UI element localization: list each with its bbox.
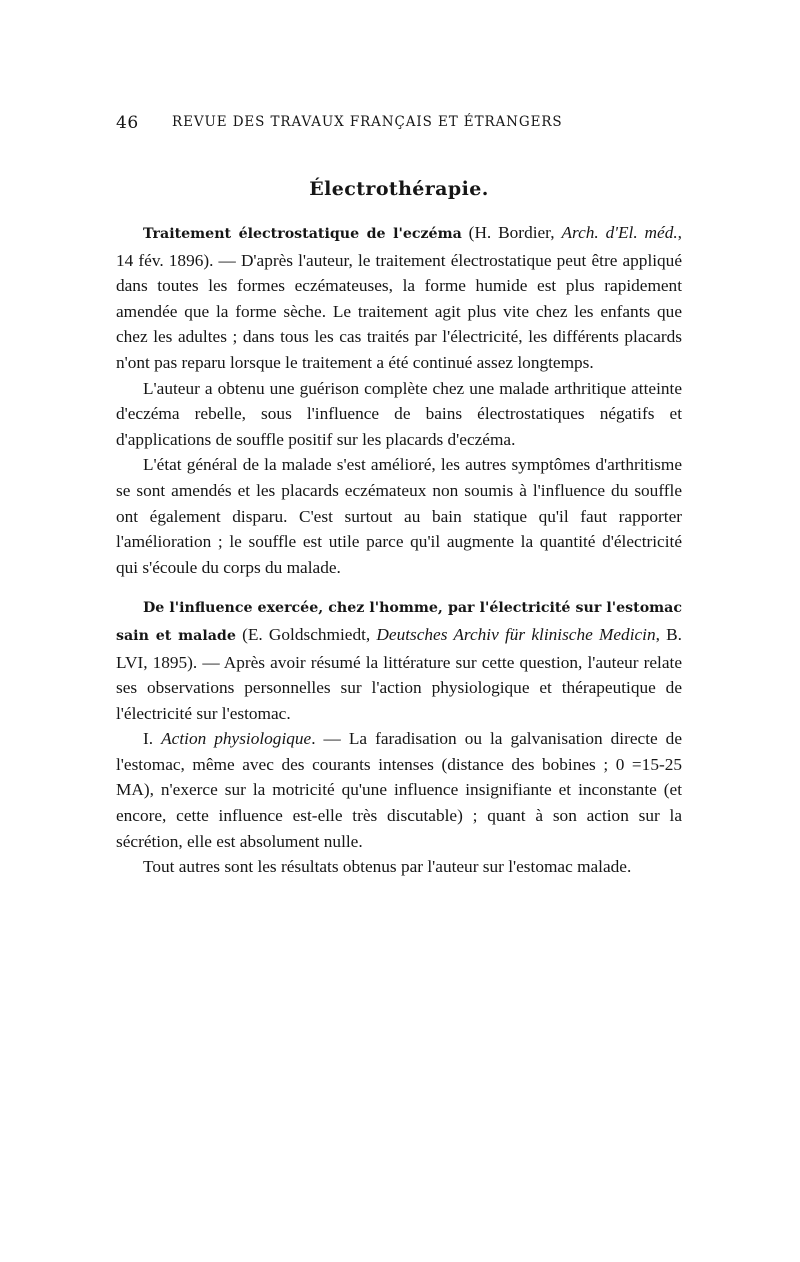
article2-para2-lead: I. xyxy=(143,729,162,749)
article2-ref-close: , B. LVI, 1895). — Après avoir résumé la littérature sur cette question, l'auteur relate ses observations personnelles sur l'action physiologique et thérapeutique de l'électricité sur l'estomac. xyxy=(116,624,683,723)
article2-paragraph1 xyxy=(116,594,682,726)
article2-paragraph2 xyxy=(116,726,682,854)
article2-title: De l'influence exercée, chez l'homme, par l'électricité sur l'estomac sain et malade xyxy=(116,600,682,644)
section-title: Électrothérapie. xyxy=(309,178,489,200)
article1-ref-open: (H. Bordier, xyxy=(461,223,562,242)
article2-para2-rest: . — La faradisation ou la galvanisation directe de l'estomac, même avec des courants intenses (distance des bobines ; 0 =15-25 MA), n'exerce sur la motricité qu'une influence insignifiante et inconstante (et encore, cette influence est-elle très discutable) ; quant à son action sur la sécrétion, elle est absolument nulle. xyxy=(116,729,682,851)
article2-para2-italic: Action physiologique xyxy=(161,729,312,749)
article1-ref-journal: Arch. d'El. méd. xyxy=(561,223,678,242)
article-separator xyxy=(116,580,682,594)
article2-ref-open: (E. Goldschmiedt, xyxy=(235,624,377,644)
article1-paragraph2: L'auteur a obtenu une guérison complète chez une malade arthritique atteinte d'eczéma rebelle, sous l'influence de bains électrostatiques négatifs et d'applications de souffle positif sur les placards d'eczéma. xyxy=(116,378,682,449)
article1-title: Traitement électrostatique de l'eczéma xyxy=(143,226,462,242)
running-header xyxy=(116,113,682,143)
running-title: REVUE DES TRAVAUX FRANÇAIS ET ÉTRANGERS xyxy=(172,114,563,130)
article2-paragraph3: Tout autres sont les résultats obtenus par l'auteur sur l'estomac malade. xyxy=(143,857,632,877)
page xyxy=(116,113,682,880)
article2-ref-journal: Deutsches Archiv für klinische Medicin xyxy=(376,624,656,644)
article1-paragraph3: L'état général de la malade s'est amélioré, les autres symptômes d'arthritisme se sont amendés et les placards eczémateux non soumis à l'influence du souffle ont également disparu. C'est surtout au bain statique qu'il faut rapporter l'amélioration ; le souffle est utile parce qu'il augmente la quantité d'électricité qui s'écoule du corps du malade. xyxy=(116,455,682,577)
article1-paragraph1 xyxy=(116,220,682,376)
page-number: 46 xyxy=(116,113,139,133)
article1-ref-close: , 14 fév. 1896). — D'après l'auteur, le traitement électrostatique peut être appliqué dans toutes les formes eczémateuses, la forme humide est plus rapidement amendée que la forme sèche. Le traitement agit plus vite chez les enfants que chez les adultes ; dans tous les cas traités par l'électricité, les différents placards n'ont pas reparu lorsque le traitement a été continué assez longtemps. xyxy=(116,223,682,372)
